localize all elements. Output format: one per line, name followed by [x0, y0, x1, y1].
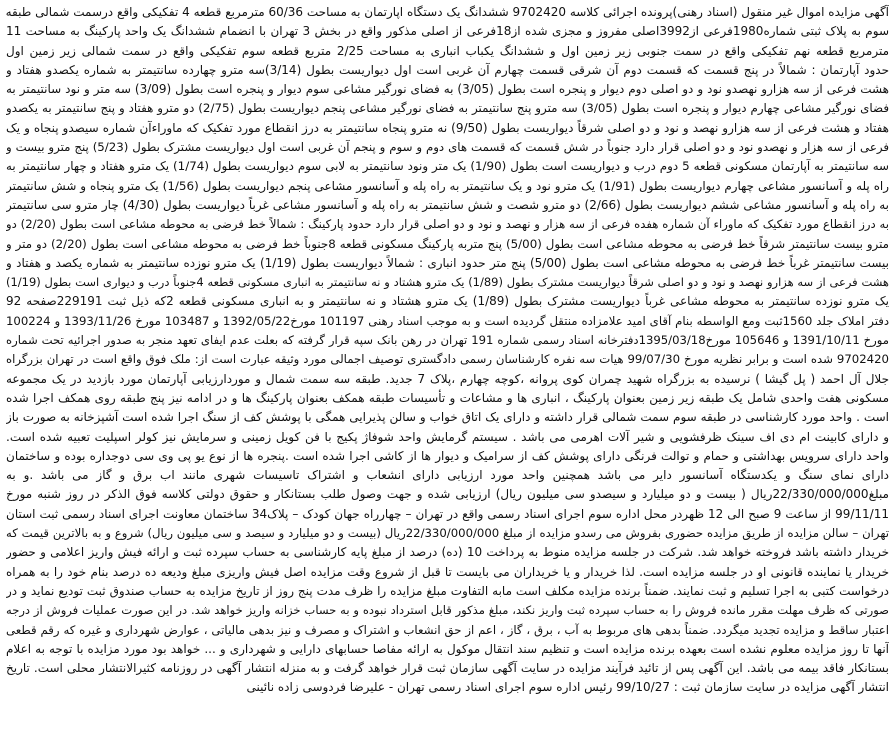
notice-line: مترو بیست سانتیمتر شرقاً خط فرضی به محوطه مشاعی است بطول (5/00) پنج متربه پارکینگ مسکونی قطعه 8جنوباً خط فرضی به محوطه مشاعی است بطول (2/20) دو متر و — [6, 236, 889, 251]
notice-line: و دارای کابینت ام دی اف سینک ظرفشویی و شیر آلات اهرمی می باشد . سیستم گرمایش واحد شوفاژ پکیج با فن کویل زمینی و سرمایش نیز کولر اسپلیت تعبیه شده است. — [6, 429, 889, 444]
notice-line: خریدار یا نماینده قانونی او در جلسه مزایده است. لذا خریدار و یا خریداران می بایست تا قبل از شروع وقت مزایده اصل فیش واریزی مبلغ ودیعه ده درصد بنام خود را به همراه — [6, 564, 889, 579]
notice-line: مورخ 1391/10/11 و 105646 مورخ1395/03/18دفترخانه اسناد رسمی شماره 191 تهران در رهن بانک سپه قرار گرفته که بعلت عدم ایفای تعهد منجر به صدور اجرائیه تحت شماره — [6, 333, 889, 348]
notice-line: هشت فرعی از سه هزارو نهصد و نود و دو اصلی شرقاً دیواریست مشترک بطول (1/89) یک مترو هشتاد و نه سانتیمتر به انباری مسکونی قطعه 4جنوباً درب و دیواری است بطول (1/19) — [6, 275, 889, 290]
notice-line: آنها تا روز مزایده معلوم نشده است بعهده برنده مزایده است و تنظیم سند انتقال موکول به ارائه مفاصا حسابهای دارایی و شهرداری و ... خواهد بود مورد مزایده با توجه به اعلام — [6, 641, 889, 656]
notice-line: به راه پله و آسانسور مشاعی ششم دیواریست بطول (2/66) دو مترو شصت و شش سانتیمتر به راه پله و آسانسور مشاعی غرباً دیواریست بطول (4/30) چار مترو سی سانتیمتر — [6, 197, 889, 212]
notice-line: سوم به پلاک ثبتی شماره1980فرعی از3992اصلی مفروز و مجزی شده از18فرعی از اصلی مذکور واقع در بخش 3 تهران با انضمام ششدانگ یک واحد پارکینگ به مساحت 11 — [6, 24, 889, 39]
notice-line: هشت فرعی از سه هزارو نهصدو نود و دو اصلی دوم دیوار و پنجره است بطول (3/05) به فضای نورگیر مشاعی سوم دیوار و پنجره است بطول (3/09) سه متر و نود سانتیمتر به — [6, 82, 889, 97]
notice-line: فرعی از سه هزار و نهصدو نود و دو اصلی قرار دارد جنوباً در شش قسمت که قسمت های دوم و سوم و پنجم آن غربی است اول دیواریست مشترک بطول (5/23) پنج مترو بیست و — [6, 140, 889, 155]
notice-line: انتشار آگهی مزایده در سایت سازمان ثبت : 99/10/27 رئیس اداره سوم اجرای اسناد رسمی تهران - علیرضا فردوسی زاده نائینی — [246, 680, 889, 695]
notice-line: مسکونی هفت واحدی شامل یک طبقه زیر زمین بعنوان پارکینگ ، انباری ها و مشاعات و تأسیسات طبقه همکف بعنوان پارکینگ ها و در ادامه نیز پنج طبقه روی همکف اجرا شده — [6, 390, 889, 405]
notice-line: 9702420 شده است و برابر نظریه مورخ 99/07/30 هیات سه نفره کارشناسان رسمی دادگستری توصیف اجمالی مورد وثیقه عبارت است از: ملک فوق واقع است در تهران بزرگراه — [6, 352, 889, 367]
notice-line: مبلغ22/330/000/000ریال ( بیست و دو میلیارد و سیصدو سی میلیون ریال) ارزیابی شده و جهت وصول طلب بستانکار و حقوق دولتی کلاسه فوق الذکر در روز شنبه مورخ — [6, 487, 889, 502]
notice-line: حدود آپارتمان : شمالاً در پنج قسمت که قسمت دوم آن شرقی قسمت چهارم آن غربی است اول دیواریست بطول (3/14)سه مترو چهارده سانتیمتر به شماره یکصدو هفتاد و — [6, 62, 889, 77]
notice-line: راه پله و آسانسور مشاعی چهارم دیواریست بطول (1/91) یک مترو نود و یک سانتیمتر به راه پله و آسانسور مشاعی پنجم دیواریست بطول (1/56) یک مترو پنجاه و شش سانتیمتر — [6, 178, 889, 193]
notice-line: هفتاد و هشت فرعی از سه هزارو نهصد و نود و دو اصلی شرقاً دیواریست بطول (9/50) نه مترو پنجاه سانتیمتر به درز انقطاع مورد تفکیک که ماوراءآن شماره سیصدو پنجاه و یک — [6, 120, 889, 135]
notice-line: واحد دارای سرویس بهداشتی و حمام و توالت فرنگی دارای پوشش کف از سرامیک و دیوار ها از کاشی اجرا شده است .پنجره ها از نوع یو پی وی سی دوجداره بوده و ساختمان — [6, 448, 889, 463]
notice-line: سه سانتیمتر به آپارتمان مسکونی قطعه 5 دوم درب و دیواریست است بطول (1/90) یک متر ونود سانتیمتر به لابی سوم دیواریست بطول (1/74) یک مترو هفتاد و چهار سانتیمتر به — [6, 159, 889, 174]
notice-line: اعتبار ساقط و مزایده تجدید میگردد. ضمناً بدهی های مربوط به آب ، برق ، گاز ، اعم از حق انشعاب و اشتراک و مصرف و نیز بدهی مالیاتی ، عوارض شهرداری و غیره که رقم قطعی — [6, 622, 889, 637]
notice-line: تهران – سالن مزایده از طریق مزایده حضوری بفروش می رسدو مزایده از مبلغ 22/330/000/000ریال (بیست و دو میلیارد و سیصد و سی میلیون ریال) شروع و به بالاترین قیمت که — [6, 526, 889, 541]
notice-line: 99/11/11 از ساعت 9 صبح الی 12 ظهردر محل اداره سوم اجرای اسناد رسمی واقع در تهران – چهارراه جهان کودک – پلاک34 ساختمان معاونت اجرای اسناد رسمی ثبت استان — [6, 506, 889, 521]
notice-line: آگهی مزایده اموال غیر منقول (اسناد رهنی)پرونده اجرائی کلاسه 9702420 ششدانگ یک دستگاه اپارتمان به مساحت 60/36 مترمربع قطعه 4 تفکیکی واقع درسمت شمالی طبقه — [6, 5, 889, 19]
notice-line: خریدار داشته باشد فروخته خواهد شد. شرکت در جلسه مزایده منوط به پرداخت 10 (ده) درصد از مبلغ پایه کارشناسی به حساب سپرده ثبت و ارائه فیش واریز اعلامی و حضور — [6, 545, 889, 560]
notice-line: فضای نورگیر مشاعی چهارم دیوار و پنجره است بطول (3/05) سه مترو پنج سانتیمتر به فضای نورگیر مشاعی پنجم دیواریست بطول (2/75) دو مترو هفتاد و پنج سانتیمتر به یکصدو — [6, 101, 889, 116]
notice-line: دفتر املاک جلد 1560ثبت ومع الواسطه بنام آقای امید علامزاده منتقل گردیده است و به موجب اسناد رهنی 101197 مورخ1392/05/22 و 103487 مورخ 1393/11/26 و 100224 — [6, 313, 889, 328]
notice-line: بیست سانتیمتر غرباً خط فرضی به محوطه مشاعی است بطول (5/00) پنج متر حدود انباری : شمالاً دیواریست بطول (1/19) یک مترو نوزده سانتیمتر به شماره یکصد و هفتاد و — [6, 255, 889, 270]
notice-line: یک مترو نوزده سانتیمتر به محوطه مشاعی غرباً دیواریست مشترک بطول (1/89) یک مترو هشتاد و نه سانتیمتر و به انباری مسکونی قطعه 2که ذیل ثبت 229191صفحه 92 — [6, 294, 889, 309]
notice-line: به درز انقطاع مورد تفکیک که ماوراء آن شماره هفده فرعی از سه هزار و نهصد و نود و دو اصلی قرار دارد حدود پارکینگ : شمالاً خط فرضی به محوطه مشاعی است بطول (2/20) دو — [6, 217, 889, 232]
notice-line: مترمربع قطعه نهم تفکیکی واقع در سمت جنوبی زیر زمین اول و ششدانگ یکباب انباری به مساحت 2/25 متربع قطعه سوم تفکیکی واقع در سمت شمالی زیر زمین اول — [6, 43, 889, 58]
notice-line: جلال آل احمد ( پل گیشا ) نرسیده به بزرگراه شهید چمران کوی پروانه ،کوچه چهارم ،پلاک 7 جدید. طبقه سه سمت شمال و موردارزیابی آپارتمان مورد بازدید در یک مجموعه — [6, 371, 889, 386]
notice-line: صورتی که ظرف مهلت مقرر مانده فروش را به حساب سپرده ثبت واریز نکند، مبلغ مذکور قابل استرداد نبوده و به حساب خزانه واریز خواهد شد. در این صورت عملیات فروش از درجه — [6, 603, 889, 618]
notice-line: است . واحد مورد کارشناسی در طبقه سوم سمت شمالی قرار داشته و دارای یک اتاق خواب و سالن پذیرایی همگی با پوشش کف از سنگ اجرا شده است آشپزخانه به صورت باز — [6, 410, 889, 425]
notice-line: درخواست کتبی به اجرا تسلیم و ثبت نمایند. ضمناً برنده مزایده مکلف است مابه التفاوت مبلغ مزایده را ظرف مدت پنج روز از تاریخ مزایده به حساب صندوق ثبت تودیع نماید و در — [6, 583, 889, 598]
notice-line: دارای نمای سنگ و یکدستگاه آسانسور دایر می باشد همچنین واحد مورد ارزیابی دارای انشعاب و اشتراک تاسیسات شهری مانند اب برق و گاز می باشد .و به — [6, 468, 889, 483]
notice-line: بستانکار فاقد بیمه می باشد. این آگهی پس از تائید فرآیند مزایده در سایت آگهی سازمان ثبت قرار خواهد گرفت و به منزله انتشار آگهی در روزنامه کثیرالانتشار محلی است. تاریخ — [6, 661, 889, 676]
